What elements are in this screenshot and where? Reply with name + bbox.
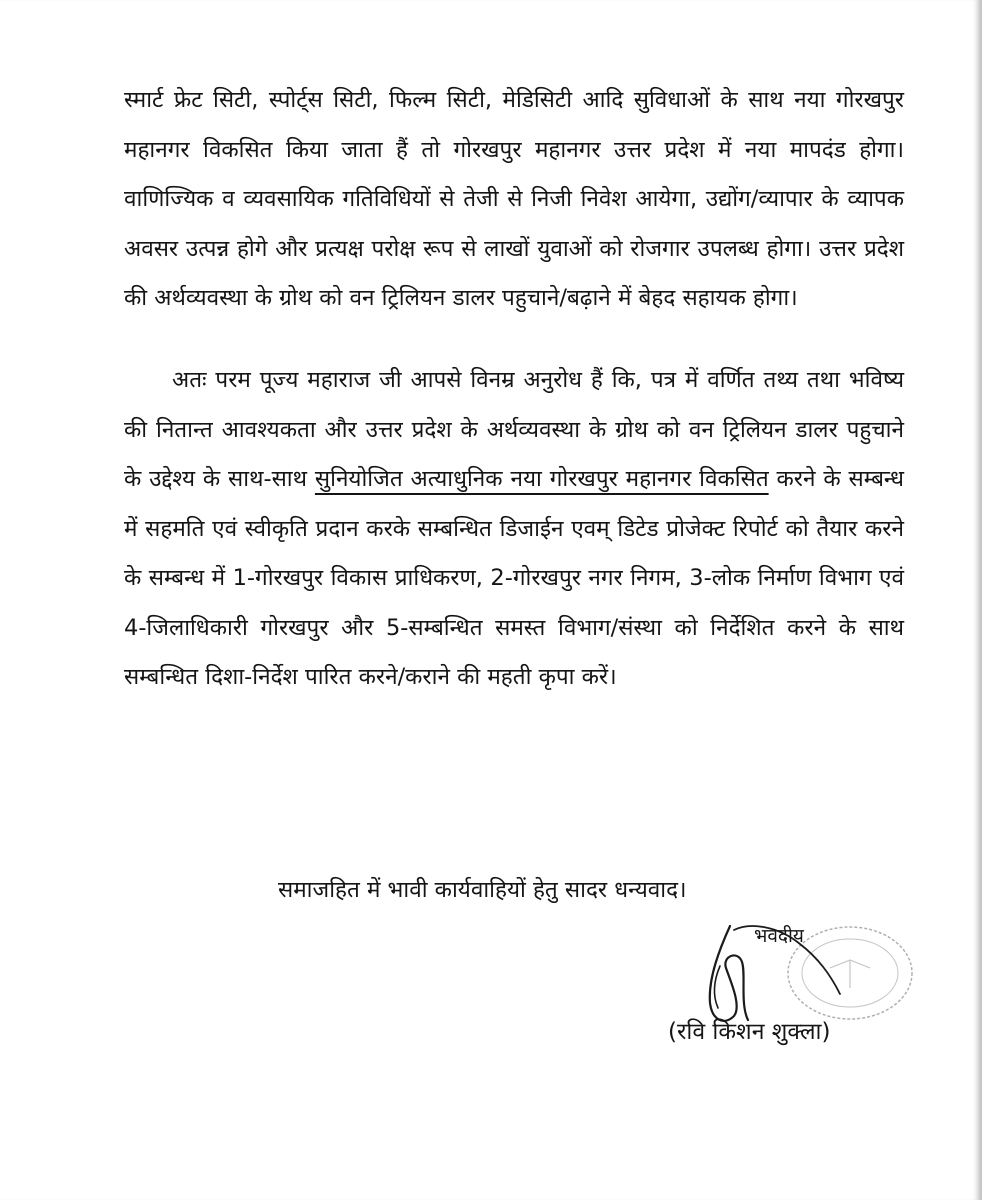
paragraph-request-details: करने के सम्बन्ध में सहमति एवं स्वीकृति प्रदान करके सम्बन्धित डिजाईन एवम् डिटेड प्रोजेक्ट रिपोर्ट को तैयार करने के सम्बन्ध में 1-गोरखपुर विकास प्राधिकरण, 2-गोरखपुर नगर निगम, 3-लोक निर्माण विभाग एवं 4-जिलाधिकारी गोरखपुर और 5-सम्बन्धित समस्त विभाग/संस्था को निर्देशित करने के साथ सम्बन्धित दिशा-निर्देश पारित करने/कराने की महती कृपा करें।: [124, 466, 904, 690]
paragraph-request: [124, 356, 904, 703]
thanks-line: समाजहित में भावी कार्यवाहियों हेतु सादर धन्यवाद।: [278, 877, 687, 903]
underlined-phrase: सुनियोजित अत्याधुनिक नया गोरखपुर महानगर विकसित: [314, 466, 769, 492]
paragraph-benefits: स्मार्ट फ्रेट सिटी, स्पोर्ट्स सिटी, फिल्म सिटी, मेडिसिटी आदि सुविधाओं के साथ नया गोरखपुर महानगर विकसित किया जाता हैं तो गोरखपुर महानगर उत्तर प्रदेश में नया मापदंड होगा। वाणिज्यिक व व्यवसायिक गतिविधियों से तेजी से निजी निवेश आयेगा, उद्योंग/व्यापार के व्यापक अवसर उत्पन्न होगे और प्रत्यक्ष परोक्ष रूप से लाखों युवाओं को रोजगार उपलब्ध होगा। उत्तर प्रदेश की अर्थव्यवस्था के ग्रोथ को वन ट्रिलियन डालर पहुचाने/बढ़ाने में बेहद सहायक होगा।: [124, 87, 904, 311]
signatory-name: (रवि किशन शुक्ला): [668, 1019, 831, 1045]
paragraph-request-intro: अतः परम पूज्य महाराज जी आपसे विनम्र अनुरोध हैं कि, पत्र में वर्णित तथ्य तथा भविष्य की नितान्त आवश्यकता और उत्तर प्रदेश के अर्थव्यवस्था के ग्रोथ को वन ट्रिलियन डालर पहुचाने के उद्देश्य के साथ-साथ: [124, 367, 904, 492]
closing-word: भवदीय: [754, 925, 804, 947]
